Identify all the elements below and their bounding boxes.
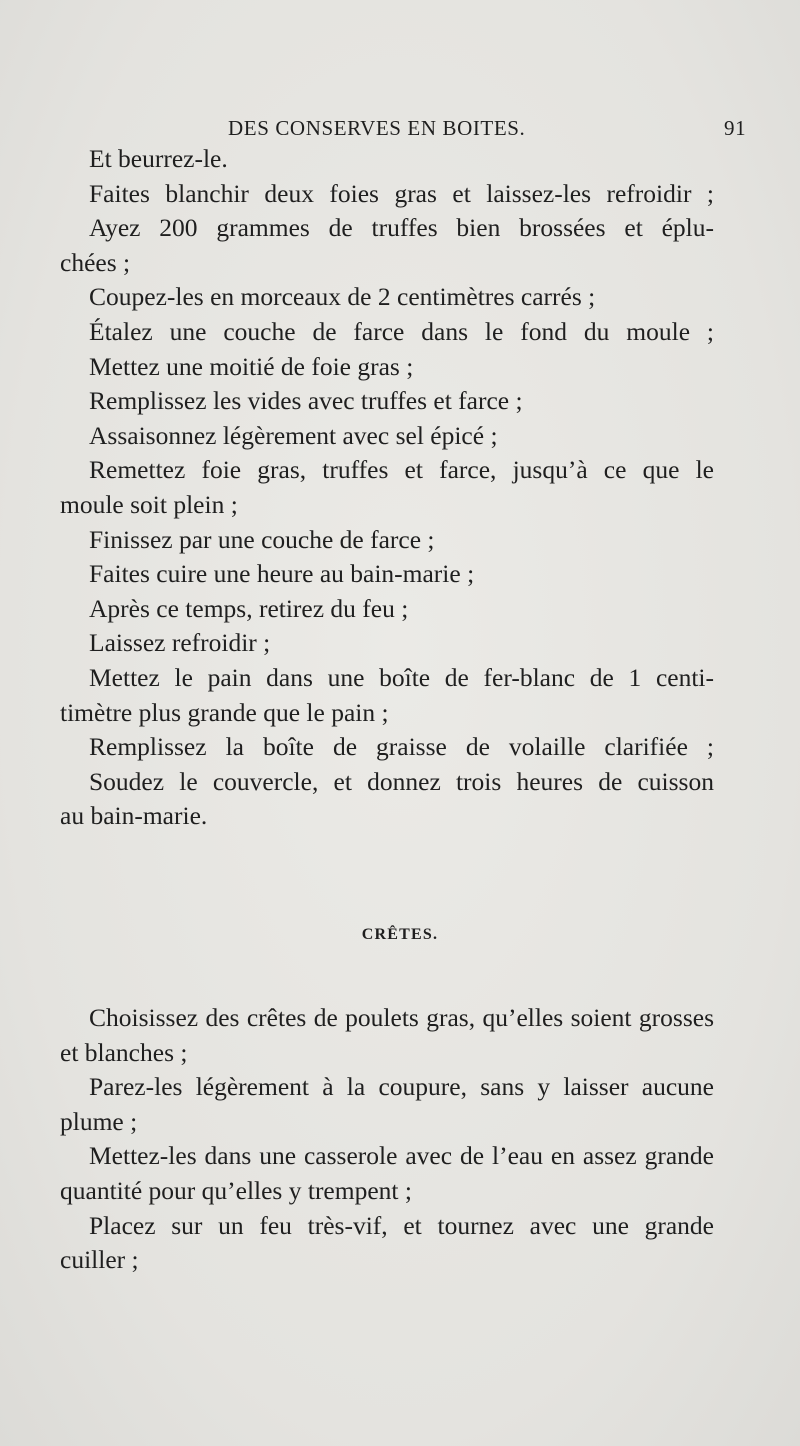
section-heading: CRÊTES. — [361, 926, 439, 943]
text-line: Choisissez des crêtes de poulets gras, qu’elles soient grosses — [89, 1003, 714, 1032]
text-line: quantité pour qu’elles y trempent ; — [60, 1175, 412, 1205]
text-line: cuiller ; — [60, 1245, 139, 1275]
running-title: DES CONSERVES EN BOITES. — [228, 116, 526, 140]
recipe-paragraphs — [60, 142, 714, 834]
text-line: Faites cuire une heure au bain-marie ; — [89, 559, 475, 589]
text-line: Après ce temps, retirez du feu ; — [89, 593, 409, 623]
text-line: Remplissez les vides avec truffes et farce ; — [89, 386, 523, 416]
text-line: chées ; — [60, 247, 131, 277]
text-line: Finissez par une couche de farce ; — [89, 524, 435, 554]
text-line: au bain-marie. — [60, 801, 208, 831]
text-line: Faites blanchir deux foies gras et laissez-les refroidir ; — [89, 178, 714, 208]
text-line: Parez-les légèrement à la coupure, sans y laisser aucune — [89, 1072, 714, 1102]
text-line: Et beurrez-le. — [89, 144, 228, 173]
text-line: Remettez foie gras, truffes et farce, jusqu’à ce que le — [89, 455, 714, 485]
text-line: Laissez refroidir ; — [89, 628, 271, 658]
text-line: Mettez-les dans une casserole avec de l’eau en assez grande — [89, 1141, 714, 1171]
text-line: Mettez une moitié de foie gras ; — [89, 351, 414, 381]
text-line: plume ; — [60, 1106, 138, 1136]
text-line: Soudez le couvercle, et donnez trois heures de cuisson — [89, 766, 714, 796]
text-line: Mettez le pain dans une boîte de fer-blanc de 1 centi- — [89, 662, 714, 692]
running-head — [0, 116, 800, 144]
text-line: et blanches ; — [60, 1037, 188, 1067]
text-line: moule soit plein ; — [60, 489, 238, 519]
text-line: Placez sur un feu très-vif, et tournez avec une grande — [89, 1210, 714, 1240]
text-line: Étalez une couche de farce dans le fond du moule ; — [89, 316, 714, 346]
cretes-paragraphs — [60, 1001, 714, 1278]
text-line: Assaisonnez légèrement avec sel épicé ; — [89, 420, 498, 450]
text-line: Remplissez la boîte de graisse de volaille clarifiée ; — [89, 732, 714, 762]
text-line: Coupez-les en morceaux de 2 centimètres carrés ; — [89, 282, 596, 312]
page-number: 91 — [724, 116, 747, 140]
text-line: Ayez 200 grammes de truffes bien brossées et éplu- — [89, 213, 714, 243]
text-line: timètre plus grande que le pain ; — [60, 697, 389, 727]
